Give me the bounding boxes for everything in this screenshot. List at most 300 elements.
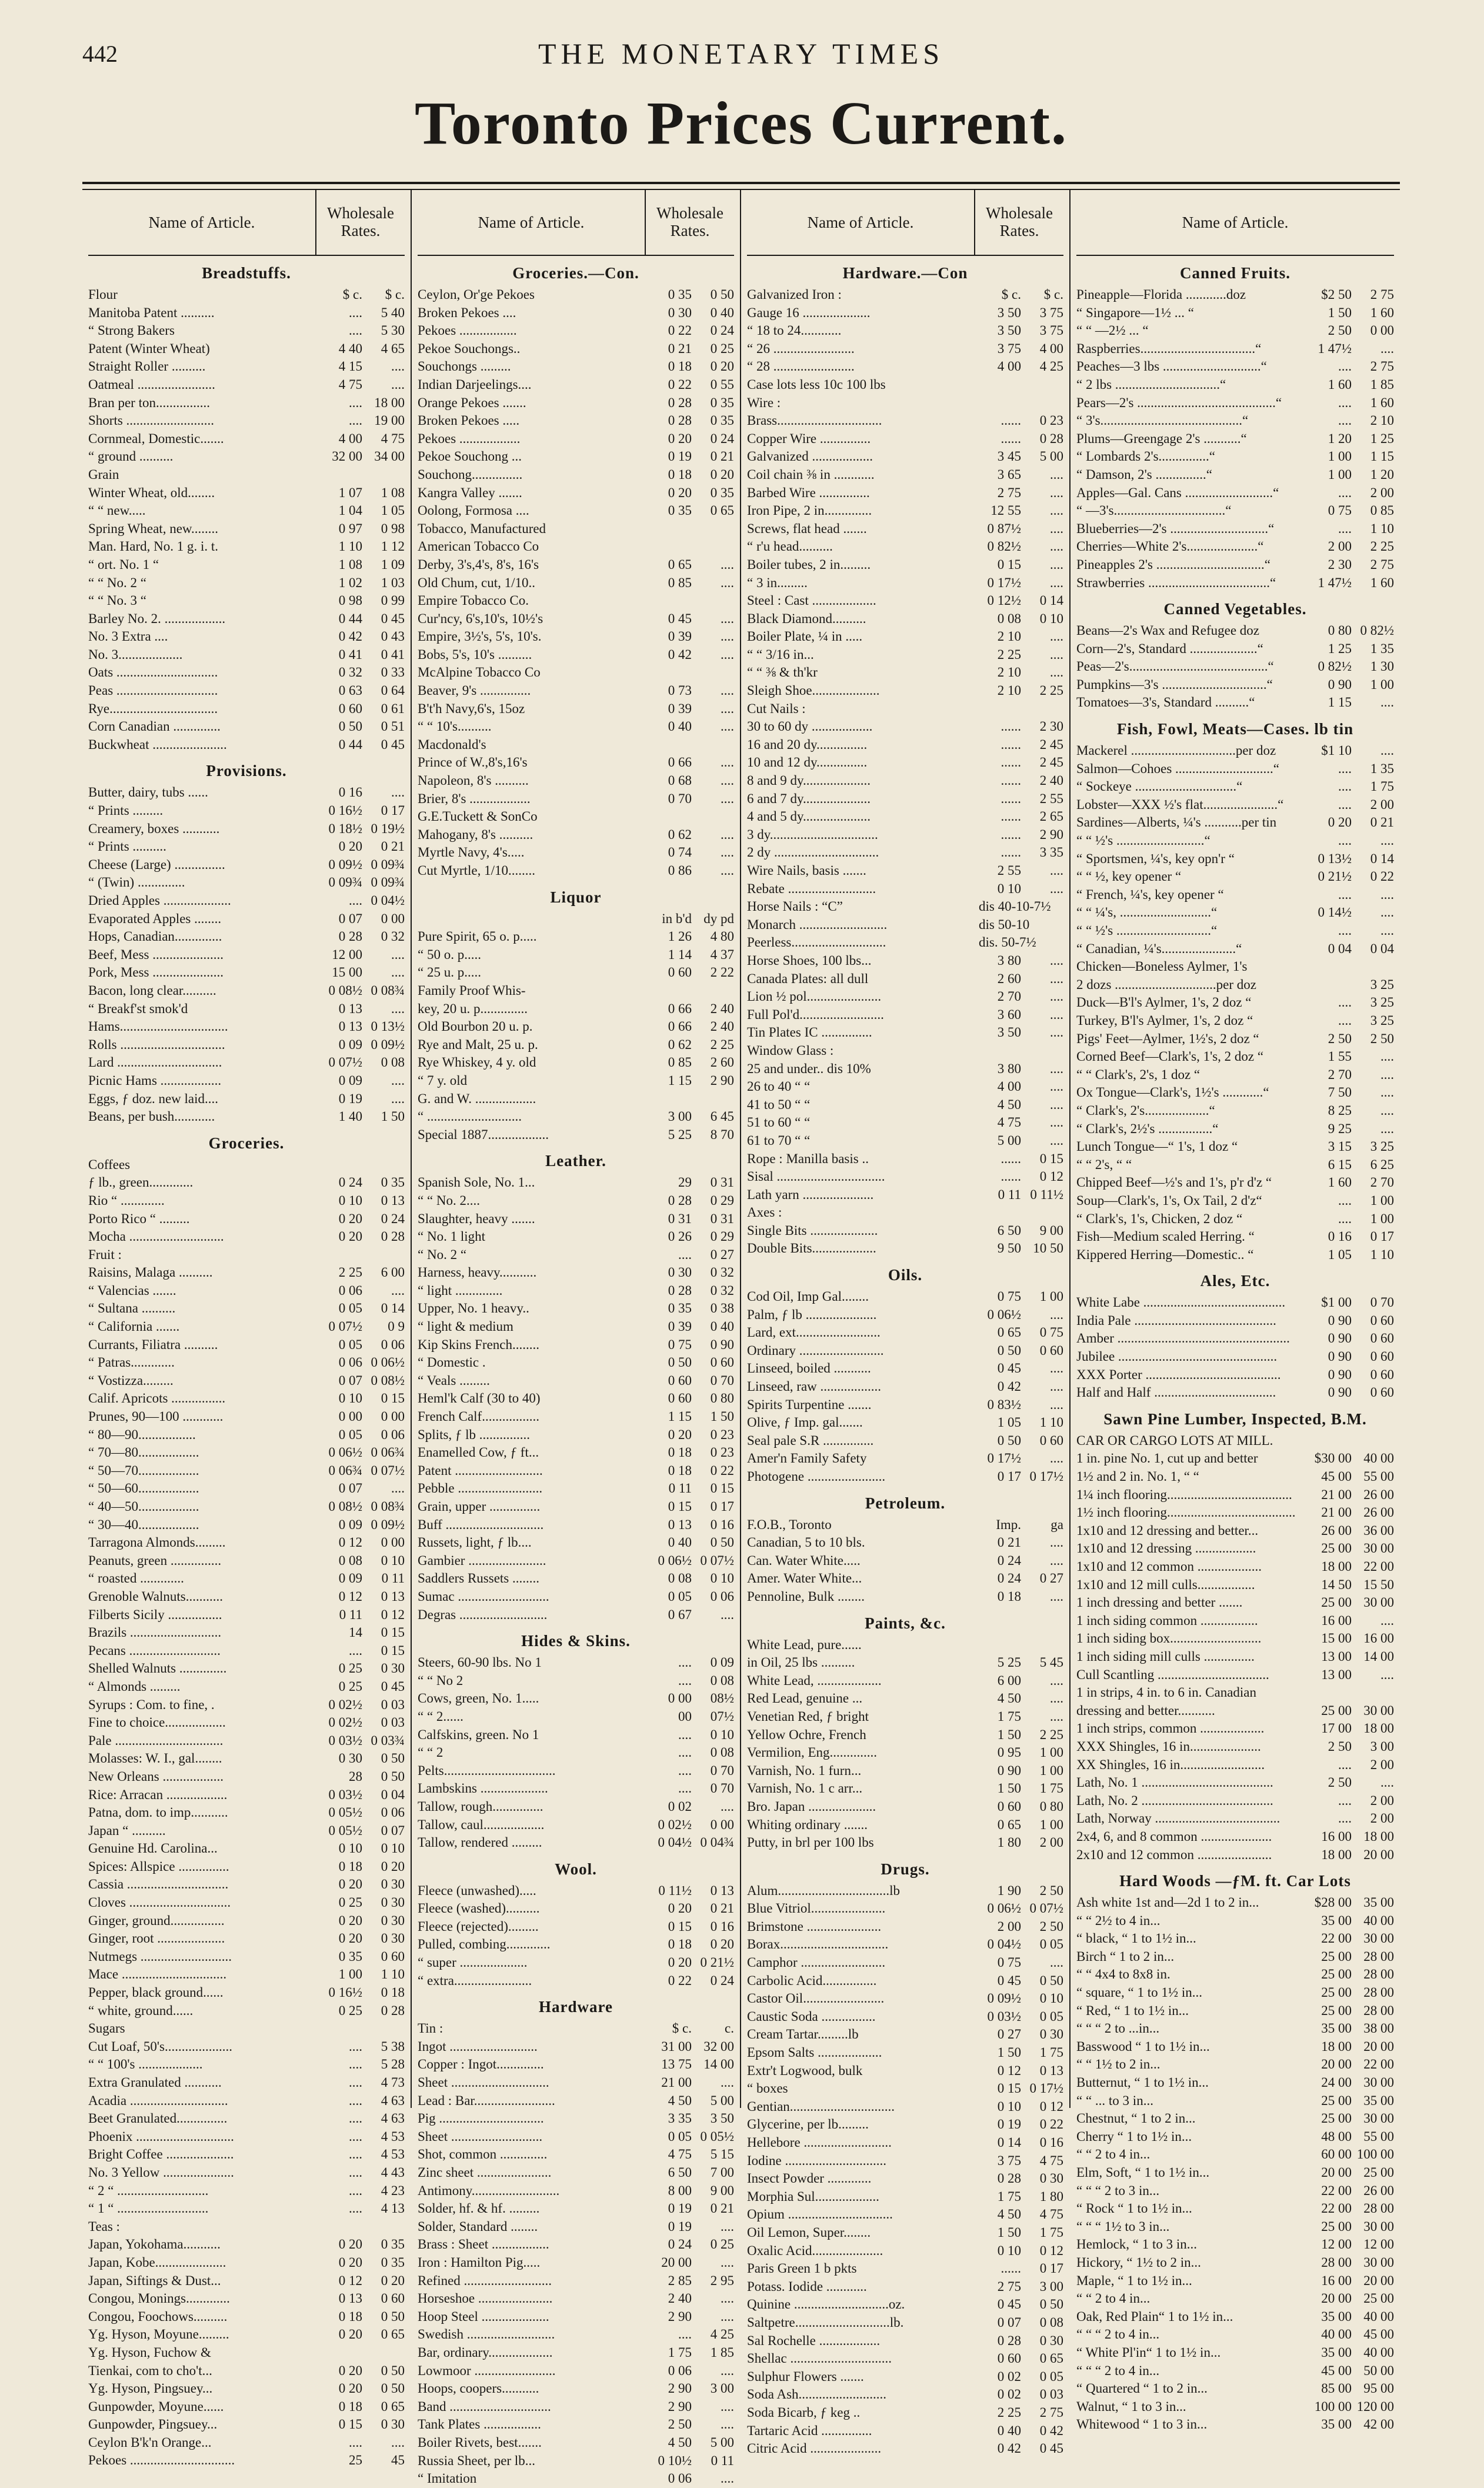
- rate-low: 0 15: [997, 557, 1021, 572]
- price-row: [88, 484, 405, 502]
- rate-low: 0 16½: [328, 803, 362, 818]
- rate-high: 1 03: [381, 575, 405, 590]
- rate-high: 0 09: [710, 1655, 734, 1670]
- rate-high: 0 07½: [700, 1553, 734, 1568]
- rate-high: 20 00: [1363, 2273, 1394, 2288]
- rate-low: Imp.: [996, 1517, 1021, 1532]
- article-name: Gauge 16 ....................: [747, 305, 871, 320]
- rate-low: 2 50: [1328, 1738, 1352, 1754]
- rate-high: ....: [721, 773, 734, 788]
- price-row: [1076, 2398, 1394, 2416]
- article-name: 1x10 and 12 common ...................: [1076, 1559, 1262, 1574]
- price-row: [88, 1174, 405, 1192]
- rate-high: 0 21: [1370, 815, 1394, 830]
- rate-low: 0 20: [338, 1211, 362, 1226]
- rate-low: 1 15: [1328, 695, 1352, 710]
- rate-low: 18 00: [1321, 2039, 1352, 2054]
- rate-high: 0 75: [1039, 1325, 1063, 1340]
- section-heading: Liquor: [550, 888, 602, 906]
- price-row: [747, 628, 1063, 646]
- price-row: [418, 772, 734, 790]
- rate-high: ....: [721, 647, 734, 662]
- rate-low: 0 18: [338, 1858, 362, 1874]
- price-row: [1076, 466, 1394, 484]
- price-row: [418, 2308, 734, 2326]
- rate-low: 2 50: [1328, 323, 1352, 338]
- rate-low: 4 00: [338, 431, 362, 446]
- article-name: Spring Wheat, new........: [88, 521, 219, 536]
- rate-high: [362, 1246, 405, 1264]
- article-name: 8 and 9 dy....................: [747, 773, 871, 788]
- rate-low: 25 00: [1321, 1703, 1352, 1718]
- price-row: [1076, 1192, 1394, 1210]
- rate-low: 1 75: [997, 2189, 1021, 2204]
- rate-low: 25 00: [1321, 1541, 1352, 1556]
- article-name: Solder, hf. & hf. .........: [418, 2201, 540, 2216]
- article-name: Pecans ...........................: [88, 1643, 221, 1658]
- section-heading: Sawn Pine Lumber, Inspected, B.M.: [1103, 1410, 1367, 1428]
- rate-low: 2 00: [997, 1919, 1021, 1934]
- price-row: [418, 808, 734, 826]
- rate-low: 1 26: [668, 929, 692, 944]
- article-name: “ Sockeye ..............................“: [1076, 779, 1243, 794]
- rate-low: [649, 982, 692, 1000]
- article-name: 10 and 12 dy...............: [747, 755, 868, 770]
- rate-high: 07½: [710, 1708, 734, 1724]
- rate-low: 1 50: [997, 2224, 1021, 2240]
- rate-high: 2 45: [1039, 755, 1063, 770]
- rate-high: 0 06: [381, 1337, 405, 1352]
- rate-high: 0 20: [710, 359, 734, 374]
- rate-low: 15 00: [332, 965, 362, 980]
- price-row: [747, 1288, 1063, 1306]
- article-name: Yellow Ochre, French: [747, 1727, 866, 1742]
- article-name: “ “ 2 to 4 in...: [1076, 2147, 1150, 2162]
- price-row: [418, 946, 734, 964]
- rate-low: 0 20: [338, 2363, 362, 2378]
- rate-high: 0 17½: [1029, 2081, 1063, 2096]
- rate-low: 0 50: [338, 719, 362, 734]
- article-name: “ French, ¼'s, key opener “: [1076, 887, 1224, 902]
- rate-low: ....: [1338, 761, 1352, 776]
- rate-low: 9 50: [997, 1241, 1021, 1256]
- price-row: [1076, 1504, 1394, 1522]
- article-name: “ 7 y. old: [418, 1073, 468, 1088]
- rate-high: 5 38: [381, 2039, 405, 2054]
- rate-high: 0 21: [710, 449, 734, 464]
- price-row: [88, 340, 405, 358]
- rate-high: ....: [1050, 1361, 1063, 1376]
- rate-high: 0 12: [1039, 1169, 1063, 1184]
- price-row: [1076, 832, 1394, 850]
- price-row: [88, 1282, 405, 1300]
- rate-low: 0 20: [338, 2381, 362, 2396]
- article-name: American Tobacco Co: [418, 539, 539, 554]
- article-name: “ 28 ........................: [747, 359, 855, 374]
- rate-high: 0 90: [710, 1337, 734, 1352]
- article-name: Pears—2's .........................................“: [1076, 395, 1282, 410]
- article-name: Cherries—White 2's.....................“: [1076, 539, 1264, 554]
- article-name: Lath, Norway .....................................: [1076, 1811, 1280, 1826]
- rate-high: 0 05: [1039, 2009, 1063, 2024]
- article-name: Mocha ............................: [88, 1229, 224, 1244]
- rate-low: 0 45: [997, 2297, 1021, 2312]
- rate-high: 3 00: [1370, 1738, 1394, 1754]
- rate-high: 0 14: [1039, 593, 1063, 608]
- price-row: [418, 844, 734, 862]
- price-row: [88, 520, 405, 538]
- rate-low: 0 60: [338, 701, 362, 716]
- rate-low: 0 16: [338, 785, 362, 800]
- article-name: Porto Rico “ .........: [88, 1211, 190, 1226]
- article-name: Strawberries ....................................“: [1076, 575, 1276, 590]
- rate-low: 1 00: [1328, 449, 1352, 464]
- rate-high: 0 30: [381, 2417, 405, 2432]
- rate-low: $1 10: [1321, 743, 1352, 758]
- rate-high: [1021, 934, 1063, 952]
- article-name: Copper : Ingot..............: [418, 2057, 544, 2072]
- article-name: Tienkai, com to cho't...: [88, 2363, 212, 2378]
- rate-high: 1 75: [1039, 1781, 1063, 1796]
- price-row: [418, 286, 734, 304]
- rate-low: 0 16: [1328, 1229, 1352, 1244]
- price-row: [88, 838, 405, 856]
- rate-low: 0 06: [338, 1283, 362, 1298]
- rate-high: 0 50: [381, 2309, 405, 2324]
- price-row: [418, 910, 734, 928]
- article-name: G.E.Tuckett & SonCo: [418, 809, 538, 824]
- rate-low: 0 18½: [328, 821, 362, 836]
- rate-low: 0 82½: [987, 539, 1021, 554]
- article-name: Congou, Monings.............: [88, 2291, 230, 2306]
- rate-low: 0 06: [668, 2471, 692, 2486]
- rate-high: 5 00: [710, 2434, 734, 2450]
- rate-low: ....: [349, 2183, 362, 2198]
- article-name: No. 3 Yellow .....................: [88, 2164, 234, 2180]
- rate-low: 35 00: [1321, 2344, 1352, 2360]
- rate-high: ....: [1050, 521, 1063, 536]
- rate-low: 20 00: [1321, 2165, 1352, 2180]
- price-row: [747, 1042, 1063, 1060]
- article-name: [418, 910, 649, 928]
- rate-high: 1 60: [1370, 305, 1394, 320]
- article-name: 1x10 and 12 dressing ..................: [1076, 1541, 1256, 1556]
- article-name: Old Bourbon 20 u. p.: [418, 1019, 533, 1034]
- rate-high: 0 30: [1039, 2027, 1063, 2042]
- price-row: [88, 1912, 405, 1930]
- rate-high: 19 00: [374, 413, 405, 428]
- rate-low: 5 25: [997, 1655, 1021, 1670]
- price-row: [1076, 2146, 1394, 2164]
- rate-low: 31 00: [661, 2039, 692, 2054]
- price-row: [418, 1882, 734, 1900]
- price-row: [418, 2218, 734, 2236]
- article-name: Cloves ..............................: [88, 1895, 231, 1910]
- rate-low: 4 00: [997, 1079, 1021, 1094]
- article-name: Fleece (unwashed).....: [418, 1883, 536, 1898]
- article-name: Kippered Herring—Domestic.. “: [1076, 1247, 1254, 1262]
- article-name: Peaches—3 lbs .............................“: [1076, 359, 1267, 374]
- price-row: [88, 1588, 405, 1606]
- column-2: [412, 190, 741, 2486]
- rate-high: 55 00: [1363, 1469, 1394, 1484]
- rate-low: 0 18: [668, 359, 692, 374]
- rate-low: ....: [678, 2327, 692, 2342]
- price-row: [418, 1900, 734, 1918]
- rate-high: 35 00: [1363, 2093, 1394, 2108]
- rate-high: 0 41: [381, 647, 405, 662]
- rate-low: 3 15: [1328, 1139, 1352, 1154]
- article-name: Amer'n Family Safety: [747, 1451, 867, 1466]
- article-name: Pekoes ..................: [418, 431, 521, 446]
- price-row: [88, 574, 405, 592]
- rate-low: 4 50: [668, 2093, 692, 2108]
- article-name: Elm, Soft, “ 1 to 1½ in...: [1076, 2165, 1210, 2180]
- rate-low: 0 05: [668, 2129, 692, 2144]
- price-row: [418, 862, 734, 880]
- article-name: “ 3 in.........: [747, 575, 808, 590]
- price-row: [747, 1360, 1063, 1378]
- rate-high: 4 53: [381, 2147, 405, 2162]
- price-row: [88, 2308, 405, 2326]
- article-name: “ 50—70..................: [88, 1463, 199, 1478]
- rate-high: 0 09½: [371, 1517, 405, 1532]
- rate-high: 0 06: [381, 1805, 405, 1820]
- rate-high: 30 00: [1363, 1931, 1394, 1946]
- rate-high: 0 05: [1039, 2369, 1063, 2384]
- article-name: “ California .......: [88, 1319, 180, 1334]
- rate-high: 0 29: [710, 1229, 734, 1244]
- rate-high: 5 45: [1039, 1655, 1063, 1670]
- rate-low: 0 41: [338, 647, 362, 662]
- rate-low: dis 50-10: [979, 917, 1030, 932]
- article-name: “ 3's..........................................“: [1076, 413, 1249, 428]
- rate-high: 0 22: [1370, 869, 1394, 884]
- article-name: Chipped Beef—½'s and 1's, p'r d'z “: [1076, 1175, 1272, 1190]
- rate-low: 1 10: [338, 539, 362, 554]
- article-name: Yg. Hyson, Fuchow &: [88, 2344, 211, 2360]
- rate-high: 0 70: [710, 1781, 734, 1796]
- article-name: Pekoe Souchong ...: [418, 449, 522, 464]
- article-name: Broken Pekoes .....: [418, 413, 520, 428]
- rate-low: 1 20: [1328, 431, 1352, 446]
- article-name: Lard, ext.........................: [747, 1325, 881, 1340]
- price-row: [418, 700, 734, 718]
- rate-low: ......: [1001, 1169, 1021, 1184]
- price-row: [88, 1036, 405, 1054]
- rate-high: 4 63: [381, 2093, 405, 2108]
- article-name: “ “ ¼'s, ...........................“: [1076, 905, 1218, 920]
- price-row: [418, 1516, 734, 1534]
- article-name: Caustic Soda ................: [747, 2009, 876, 2024]
- rate-high: 0 17½: [1029, 1469, 1063, 1484]
- rate-high: 0 80: [1039, 1798, 1063, 1814]
- article-name: 1 inch dressing and better .......: [1076, 1595, 1243, 1610]
- price-row: [747, 1954, 1063, 1972]
- price-row: [88, 1408, 405, 1426]
- rate-low: 0 03½: [328, 1787, 362, 1802]
- price-row: [88, 1840, 405, 1858]
- article-name: Monarch ..........................: [747, 917, 888, 932]
- price-row: [747, 2098, 1063, 2116]
- price-row: [418, 1108, 734, 1126]
- price-row: [418, 2272, 734, 2290]
- price-row: [747, 412, 1063, 430]
- rate-low: 0 10: [997, 2243, 1021, 2258]
- rate-low: 0 03½: [987, 2009, 1021, 2024]
- article-name: Cherry “ 1 to 1½ in...: [1076, 2129, 1192, 2144]
- rate-high: 40 00: [1363, 2309, 1394, 2324]
- rate-high: 28 00: [1363, 2003, 1394, 2018]
- article-name: “ Prints ..........: [88, 839, 166, 854]
- price-row: [1076, 958, 1394, 976]
- rate-high: 4 75: [1039, 2153, 1063, 2168]
- rate-high: 4 13: [381, 2201, 405, 2216]
- article-name: Oatmeal .......................: [88, 377, 215, 392]
- article-name: Brier, 8's ..................: [418, 791, 531, 806]
- article-name: “ “ ½'s ............................“: [1076, 923, 1218, 938]
- article-name: Spanish Sole, No. 1...: [418, 1175, 535, 1190]
- rate-high: 2 40: [710, 1001, 734, 1016]
- rate-low: [649, 538, 692, 556]
- name-of-article-heading: Name of Article.: [478, 213, 585, 231]
- rate-high: 0 33: [381, 665, 405, 680]
- rate-high: 30 00: [1363, 2254, 1394, 2270]
- price-row: [88, 1750, 405, 1768]
- rate-low: 0 06: [338, 1355, 362, 1370]
- rate-high: 0 28: [381, 2003, 405, 2018]
- article-name: Walnut, “ 1 to 3 in...: [1076, 2399, 1186, 2414]
- rate-low: 0 13: [338, 1001, 362, 1016]
- section-heading: Petroleum.: [865, 1494, 946, 1512]
- column-header: [1076, 190, 1394, 256]
- rate-low: ....: [1338, 995, 1352, 1010]
- price-row: [747, 2026, 1063, 2044]
- article-name: “ 30—40..................: [88, 1517, 199, 1532]
- rate-high: 1 25: [1370, 431, 1394, 446]
- price-row: [747, 2008, 1063, 2026]
- price-row: [747, 2152, 1063, 2170]
- price-row: [88, 874, 405, 892]
- price-row: [418, 790, 734, 808]
- rate-high: 9 00: [710, 2183, 734, 2198]
- article-name: 2x4, 6, and 8 common .....................: [1076, 1828, 1272, 1844]
- article-name: Ginger, ground................: [88, 1913, 225, 1928]
- rate-low: 25 00: [1321, 2219, 1352, 2234]
- rate-high: ....: [721, 2309, 734, 2324]
- rate-high: ....: [721, 755, 734, 770]
- price-row: [88, 538, 405, 556]
- article-name: Insect Powder .............: [747, 2171, 872, 2186]
- article-name: Manitoba Patent ..........: [88, 305, 215, 320]
- rate-high: 28 00: [1363, 2201, 1394, 2216]
- rate-low: 0 75: [997, 1289, 1021, 1304]
- rate-low: 35 00: [1321, 2309, 1352, 2324]
- price-row: [418, 1192, 734, 1210]
- rate-low: 0 20: [1328, 815, 1352, 830]
- rate-low: ....: [349, 1643, 362, 1658]
- rate-high: 0 60: [1370, 1313, 1394, 1328]
- rate-high: c.: [725, 2021, 734, 2036]
- article-name: “ “ 2......: [418, 1708, 463, 1724]
- price-row: [88, 1108, 405, 1126]
- rate-low: 0 22: [668, 1973, 692, 1988]
- price-row: [418, 1534, 734, 1552]
- rate-high: 1 35: [1370, 641, 1394, 656]
- article-name: Pale ................................: [88, 1733, 224, 1748]
- rate-low: 12 55: [991, 503, 1021, 518]
- price-row: [1076, 1384, 1394, 1402]
- rate-low: 35 00: [1321, 1913, 1352, 1928]
- article-name: “ “ 2's, “ “: [1076, 1157, 1132, 1172]
- article-name: Phoenix .............................: [88, 2129, 234, 2144]
- article-name: Vermilion, Eng..............: [747, 1745, 878, 1760]
- rate-high: 0 25: [710, 2237, 734, 2252]
- article-name: Rye Whiskey, 4 y. old: [418, 1055, 536, 1070]
- rate-low: [649, 736, 692, 754]
- price-row: [88, 1264, 405, 1282]
- rate-low: 0 20: [668, 431, 692, 446]
- article-name: “ Prints .........: [88, 803, 164, 818]
- article-name: Evaporated Apples ........: [88, 911, 222, 926]
- rate-high: [692, 736, 734, 754]
- price-row: [418, 2164, 734, 2182]
- rate-high: ....: [391, 965, 405, 980]
- price-row: [1076, 2110, 1394, 2128]
- price-row: [88, 610, 405, 628]
- price-row: [1076, 430, 1394, 448]
- rate-low: 0 87½: [987, 521, 1021, 536]
- article-name: Corn Canadian ..............: [88, 719, 221, 734]
- rate-low: 0 19: [997, 2117, 1021, 2132]
- rate-high: 2 75: [1370, 287, 1394, 302]
- rate-low: $ c.: [1001, 287, 1021, 302]
- rate-high: 0 21: [710, 2201, 734, 2216]
- rate-high: 0 12: [1039, 2099, 1063, 2114]
- article-name: “ “ new.....: [88, 503, 146, 518]
- rate-low: 4 75: [668, 2147, 692, 2162]
- article-name: “ light ..............: [418, 1283, 503, 1298]
- rate-low: 0 21½: [1318, 869, 1352, 884]
- rate-high: 0 30: [381, 1895, 405, 1910]
- rate-low: 0 28: [668, 1283, 692, 1298]
- price-row: [747, 574, 1063, 592]
- rate-high: 0 24: [710, 323, 734, 338]
- section-heading: Wool.: [555, 1860, 597, 1878]
- price-row: [88, 1696, 405, 1714]
- article-name: Hops, Canadian..............: [88, 929, 222, 944]
- rate-high: ....: [1380, 1103, 1394, 1118]
- rate-low: 0 00: [338, 1409, 362, 1424]
- rate-low: 1 47½: [1318, 575, 1352, 590]
- article-name: Oats ..............................: [88, 665, 218, 680]
- rate-low: 0 06½: [658, 1553, 692, 1568]
- price-row: [418, 2074, 734, 2092]
- article-name: Pelts.................................: [418, 1763, 556, 1778]
- rate-high: 0 00: [1370, 323, 1394, 338]
- article-name: Straight Roller ..........: [88, 359, 206, 374]
- article-name: Wire :: [747, 395, 781, 410]
- price-row: [1076, 1648, 1394, 1666]
- rate-high: 0 65: [1039, 2351, 1063, 2366]
- price-row: [418, 1390, 734, 1408]
- rate-low: 8 00: [668, 2183, 692, 2198]
- rate-low: 0 09½: [328, 857, 362, 872]
- rate-low: 0 66: [668, 1001, 692, 1016]
- price-row: [418, 1570, 734, 1588]
- rate-high: 20 00: [1363, 1847, 1394, 1862]
- rate-high: ....: [1050, 952, 1063, 968]
